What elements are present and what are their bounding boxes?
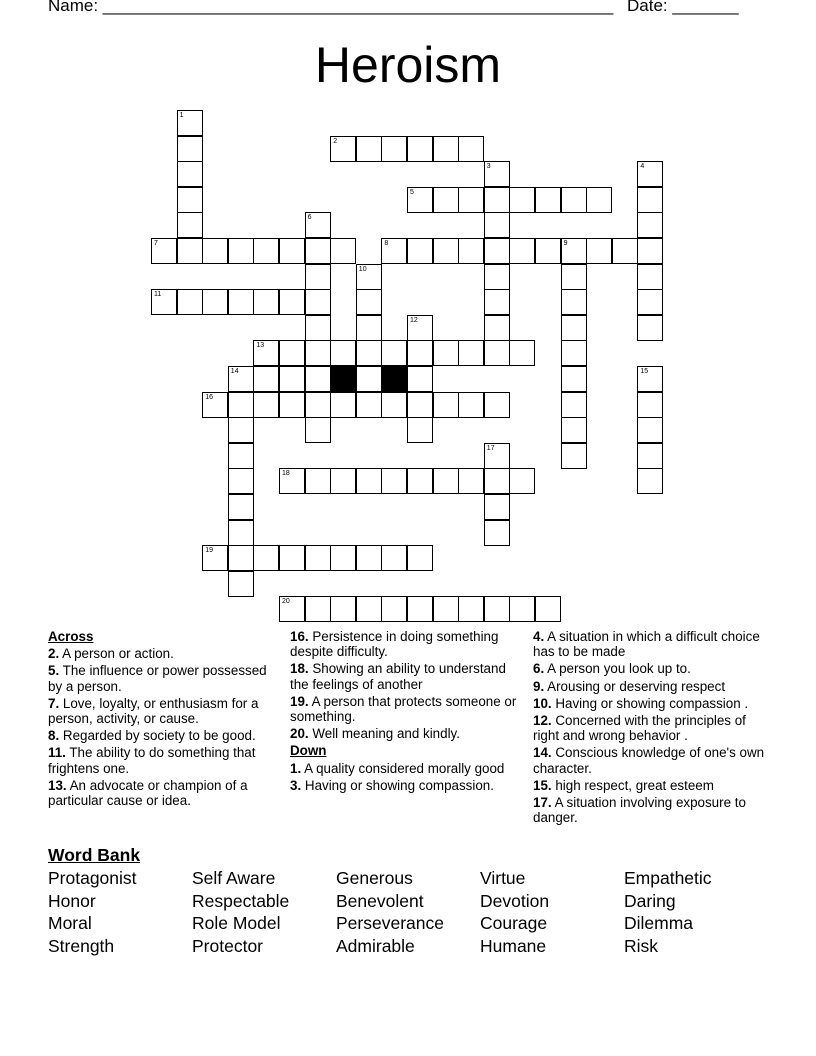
grid-cell[interactable] <box>381 596 407 622</box>
clue-column-1 <box>48 629 278 810</box>
name-field-line: Name: ______________________________________________________ <box>48 0 614 15</box>
grid-cell[interactable] <box>586 187 612 213</box>
grid-cell[interactable] <box>305 264 331 290</box>
grid-cell[interactable] <box>612 238 638 264</box>
grid-cell[interactable] <box>561 443 587 469</box>
grid-cell[interactable] <box>407 596 433 622</box>
clue-number: 6 <box>307 214 312 222</box>
clue-number: 10 <box>358 265 367 273</box>
clue-item <box>533 745 773 775</box>
word-bank-word: Respectable <box>192 890 290 911</box>
grid-cell[interactable] <box>509 238 535 264</box>
grid-cell[interactable] <box>458 596 484 622</box>
word-bank-word: Courage <box>480 913 548 934</box>
clue-item-number: 2. <box>48 646 60 662</box>
grid-cell[interactable] <box>381 340 407 366</box>
word-bank-word: Generous <box>336 868 413 888</box>
grid-cell[interactable] <box>484 161 510 187</box>
word-bank-word: Dilemma <box>624 913 694 934</box>
clue-item-text: A situation involving exposure to danger. <box>533 795 746 826</box>
clue-item <box>290 629 525 659</box>
word-bank-word: Self Aware <box>192 868 276 888</box>
grid-cell[interactable] <box>279 468 305 494</box>
grid-cell[interactable] <box>407 340 433 366</box>
grid-cell[interactable] <box>561 264 587 290</box>
clue-item-number: 3. <box>290 777 302 793</box>
grid-cell[interactable] <box>433 392 459 418</box>
clue-item-text: The ability to do something that frightens one. <box>48 745 256 776</box>
clue-item <box>533 696 773 711</box>
grid-cell[interactable] <box>484 264 510 290</box>
grid-cell[interactable] <box>279 289 305 315</box>
clue-number: 16 <box>205 393 213 401</box>
clue-item-number: 9. <box>533 678 545 694</box>
grid-cell[interactable] <box>637 443 663 469</box>
clue-item <box>48 778 278 808</box>
word-bank-word: Role Model <box>192 913 281 934</box>
clue-number: 11 <box>154 291 162 299</box>
grid-cell[interactable] <box>484 520 510 546</box>
grid-cell[interactable] <box>561 289 587 315</box>
grid-cell[interactable] <box>484 289 510 315</box>
clue-item-text: Concerned with the principles of right and wrong behavior . <box>533 713 746 744</box>
grid-cell[interactable] <box>356 545 382 571</box>
grid-cell[interactable] <box>228 468 254 494</box>
clue-item-number: 14. <box>533 745 552 761</box>
grid-cell[interactable] <box>177 187 203 213</box>
clue-item-text: Love, loyalty, or enthusiasm for a person, activity, or cause. <box>48 695 259 727</box>
grid-cell[interactable] <box>202 238 228 264</box>
grid-cell[interactable] <box>228 392 254 418</box>
grid-cell[interactable] <box>305 340 331 366</box>
grid-cell[interactable] <box>484 392 510 418</box>
clue-section-heading: Down <box>290 743 327 759</box>
grid-cell[interactable] <box>330 596 356 622</box>
grid-cell[interactable] <box>637 289 663 315</box>
clue-item <box>290 778 525 793</box>
grid-cell[interactable] <box>177 289 203 315</box>
grid-cell[interactable] <box>433 596 459 622</box>
clue-item-number: 17. <box>533 795 552 811</box>
clue-item-number: 15. <box>533 777 552 793</box>
clue-column-2 <box>290 629 525 795</box>
clue-item-number: 13. <box>48 777 67 793</box>
grid-cell[interactable] <box>407 187 433 213</box>
clue-number: 9 <box>563 240 568 247</box>
grid-cell[interactable] <box>561 366 587 392</box>
grid-cell[interactable] <box>381 238 407 264</box>
grid-cell[interactable] <box>637 366 663 392</box>
grid-cell[interactable] <box>202 289 228 315</box>
page-title: Heroism <box>314 37 502 93</box>
grid-cell[interactable] <box>535 596 561 622</box>
grid-cell[interactable] <box>305 417 331 443</box>
grid-cell[interactable] <box>177 110 203 136</box>
word-bank-word: Virtue <box>480 868 526 888</box>
grid-cell[interactable] <box>433 340 459 366</box>
grid-cell[interactable] <box>637 238 663 264</box>
grid-cell[interactable] <box>561 315 587 341</box>
grid-cell[interactable] <box>458 136 484 162</box>
word-bank-word: Protector <box>192 935 263 956</box>
word-bank-word: Devotion <box>480 890 550 911</box>
grid-cell[interactable] <box>279 596 305 622</box>
word-bank-word: Benevolent <box>336 890 424 911</box>
clue-item-number: 19. <box>290 693 309 709</box>
grid-cell[interactable] <box>356 136 382 162</box>
clue-item-number: 20. <box>290 726 309 742</box>
grid-cell[interactable] <box>458 392 484 418</box>
grid-cell[interactable] <box>637 315 663 341</box>
grid-cell[interactable] <box>407 366 433 392</box>
grid-cell[interactable] <box>458 468 484 494</box>
grid-cell[interactable] <box>305 212 331 238</box>
grid-cell[interactable] <box>484 315 510 341</box>
clue-item <box>48 696 278 726</box>
grid-cell[interactable] <box>509 340 535 366</box>
grid-cell[interactable] <box>305 596 331 622</box>
clue-item-number: 7. <box>48 695 60 711</box>
clue-item <box>290 661 525 691</box>
clue-item-number: 11. <box>48 745 66 761</box>
grid-cell[interactable] <box>151 238 177 264</box>
clue-item <box>533 679 773 694</box>
grid-cell[interactable] <box>151 289 177 315</box>
clue-number: 2 <box>333 137 338 145</box>
clue-number: 1 <box>179 112 184 119</box>
clue-item-text: high respect, great esteem <box>551 777 714 793</box>
clue-item-number: 5. <box>48 663 60 679</box>
grid-cell[interactable] <box>535 238 561 264</box>
grid-cell[interactable] <box>561 340 587 366</box>
grid-cell[interactable] <box>407 136 433 162</box>
clue-item-text: A person you look up to. <box>544 661 691 677</box>
grid-cell[interactable] <box>330 545 356 571</box>
word-bank-word: Honor <box>48 890 96 911</box>
clue-item-text: Regarded by society to be good. <box>59 728 256 744</box>
clue-number: 3 <box>486 163 491 171</box>
clue-column-3 <box>533 629 773 827</box>
grid-cell[interactable] <box>330 468 356 494</box>
clue-item <box>48 745 278 775</box>
grid-cell[interactable] <box>561 417 587 443</box>
grid-cell[interactable] <box>177 238 203 264</box>
grid-cell[interactable] <box>253 289 279 315</box>
clue-number: 12 <box>410 316 418 324</box>
clue-number: 7 <box>154 240 158 247</box>
clue-item-text: Conscious knowledge of one's own character. <box>533 745 765 776</box>
grid-cell[interactable] <box>433 238 459 264</box>
grid-cell[interactable] <box>484 238 510 264</box>
clue-number: 14 <box>230 368 239 375</box>
clue-item-text: A person or action. <box>59 646 174 662</box>
grid-cell[interactable] <box>202 545 228 571</box>
clue-item <box>48 728 278 743</box>
grid-cell[interactable] <box>484 340 510 366</box>
word-bank-word: Empathetic <box>624 868 712 888</box>
grid-cell[interactable] <box>381 392 407 418</box>
clue-item-text: Arousing or deserving respect <box>544 678 726 694</box>
grid-cell[interactable] <box>484 443 510 469</box>
grid-cell[interactable] <box>279 392 305 418</box>
clue-number: 13 <box>256 342 265 350</box>
clue-number: 5 <box>410 188 414 196</box>
grid-cell[interactable] <box>279 545 305 571</box>
grid-cell[interactable] <box>228 545 254 571</box>
clue-item-text: The influence or power possessed by a person. <box>48 663 267 694</box>
grid-cell[interactable] <box>381 468 407 494</box>
grid-cell[interactable] <box>484 596 510 622</box>
clue-item-number: 16. <box>290 629 309 644</box>
grid-cell[interactable] <box>407 315 433 341</box>
word-bank-word: Admirable <box>336 935 415 956</box>
clue-item-number: 1. <box>290 760 302 776</box>
clue-item-text: Persistence in doing something despite difficulty. <box>290 629 499 660</box>
grid-cell[interactable] <box>535 187 561 213</box>
clue-item-text: Well meaning and kindly. <box>308 726 460 742</box>
grid-cell[interactable] <box>356 468 382 494</box>
grid-cell[interactable] <box>561 392 587 418</box>
clue-item-text: Having or showing compassion. <box>301 777 494 793</box>
grid-cell[interactable] <box>356 340 382 366</box>
clue-item <box>533 713 773 743</box>
grid-cell[interactable] <box>356 392 382 418</box>
clue-item-number: 6. <box>533 661 545 677</box>
grid-cell[interactable] <box>228 417 254 443</box>
clue-item-text: A situation in which a difficult choice has to be made <box>533 629 760 660</box>
grid-cell[interactable] <box>228 571 254 597</box>
grid-cell[interactable] <box>305 289 331 315</box>
grid-cell[interactable] <box>202 392 228 418</box>
grid-cell[interactable] <box>407 392 433 418</box>
grid-cell[interactable] <box>484 494 510 520</box>
grid-cell[interactable] <box>458 340 484 366</box>
grid-block-cell <box>381 366 407 392</box>
grid-cell[interactable] <box>356 289 382 315</box>
grid-cell[interactable] <box>586 238 612 264</box>
grid-cell[interactable] <box>407 238 433 264</box>
clue-item-text: A person that protects someone or something. <box>290 693 517 725</box>
grid-cell[interactable] <box>253 366 279 392</box>
clue-number: 15 <box>640 368 649 375</box>
grid-cell[interactable] <box>253 545 279 571</box>
grid-cell[interactable] <box>177 136 203 162</box>
grid-cell[interactable] <box>177 161 203 187</box>
grid-cell[interactable] <box>279 366 305 392</box>
grid-cell[interactable] <box>253 392 279 418</box>
grid-cell[interactable] <box>509 187 535 213</box>
clue-item <box>290 761 525 776</box>
grid-cell[interactable] <box>330 238 356 264</box>
grid-cell[interactable] <box>637 161 663 187</box>
clue-item-text: A quality considered morally good <box>301 760 505 776</box>
word-bank-word: Humane <box>480 935 547 956</box>
grid-cell[interactable] <box>484 187 510 213</box>
grid-cell[interactable] <box>509 468 535 494</box>
grid-cell[interactable] <box>228 520 254 546</box>
grid-block-cell <box>330 366 356 392</box>
grid-cell[interactable] <box>305 545 331 571</box>
clue-item-number: 18. <box>290 661 309 677</box>
date-field-line: Date: _______ <box>627 0 739 15</box>
grid-cell[interactable] <box>407 468 433 494</box>
grid-cell[interactable] <box>637 187 663 213</box>
clue-number: 20 <box>282 598 290 606</box>
word-bank-word: Risk <box>624 935 659 956</box>
word-bank-word: Strength <box>48 935 115 956</box>
grid-cell[interactable] <box>305 468 331 494</box>
word-bank-title: Word Bank <box>48 845 141 865</box>
clue-number: 19 <box>205 547 213 555</box>
clue-section-heading: Across <box>48 629 94 644</box>
word-bank-word: Protagonist <box>48 868 137 888</box>
grid-cell[interactable] <box>253 340 279 366</box>
grid-cell[interactable] <box>637 212 663 238</box>
grid-cell[interactable] <box>279 340 305 366</box>
clue-item-number: 12. <box>533 713 552 729</box>
grid-cell[interactable] <box>407 417 433 443</box>
grid-cell[interactable] <box>637 392 663 418</box>
clue-item <box>533 629 773 659</box>
grid-cell[interactable] <box>433 468 459 494</box>
grid-cell[interactable] <box>330 136 356 162</box>
grid-cell[interactable] <box>305 392 331 418</box>
word-bank-word: Moral <box>48 913 92 934</box>
clue-item <box>533 661 773 676</box>
clue-item-number: 10. <box>533 695 552 711</box>
grid-cell[interactable] <box>637 264 663 290</box>
clue-item-number: 8. <box>48 728 60 744</box>
grid-cell[interactable] <box>458 238 484 264</box>
grid-cell[interactable] <box>228 238 254 264</box>
grid-cell[interactable] <box>228 494 254 520</box>
grid-cell[interactable] <box>484 468 510 494</box>
grid-cell[interactable] <box>637 468 663 494</box>
grid-cell[interactable] <box>458 187 484 213</box>
clue-number: 17 <box>486 444 495 452</box>
grid-cell[interactable] <box>279 238 305 264</box>
grid-cell[interactable] <box>228 366 254 392</box>
clue-item <box>290 694 525 724</box>
grid-cell[interactable] <box>177 212 203 238</box>
clue-item-number: 4. <box>533 629 545 644</box>
grid-cell[interactable] <box>381 545 407 571</box>
grid-cell[interactable] <box>356 264 382 290</box>
grid-cell[interactable] <box>637 417 663 443</box>
word-bank-word: Daring <box>624 890 676 911</box>
grid-cell[interactable] <box>407 545 433 571</box>
clue-item-text: Showing an ability to understand the feelings of another <box>290 661 506 692</box>
grid-cell[interactable] <box>356 596 382 622</box>
clue-item <box>48 646 278 661</box>
grid-cell[interactable] <box>509 596 535 622</box>
grid-cell[interactable] <box>253 238 279 264</box>
grid-cell[interactable] <box>561 238 587 264</box>
clue-number: 8 <box>384 240 389 247</box>
clue-item <box>290 726 525 741</box>
clue-item <box>533 778 773 793</box>
grid-cell[interactable] <box>330 340 356 366</box>
clue-item-text: Having or showing compassion . <box>551 695 749 711</box>
grid-cell[interactable] <box>484 212 510 238</box>
grid-cell[interactable] <box>330 392 356 418</box>
clue-item <box>533 795 773 825</box>
grid-cell[interactable] <box>305 366 331 392</box>
clue-item <box>48 663 278 693</box>
word-bank-word: Perseverance <box>336 913 444 934</box>
clue-number: 4 <box>640 163 645 171</box>
grid-cell[interactable] <box>433 187 459 213</box>
grid-cell[interactable] <box>433 136 459 162</box>
grid-cell[interactable] <box>561 187 587 213</box>
grid-cell[interactable] <box>305 238 331 264</box>
grid-cell[interactable] <box>356 315 382 341</box>
grid-cell[interactable] <box>381 136 407 162</box>
grid-cell[interactable] <box>356 366 382 392</box>
grid-cell[interactable] <box>228 289 254 315</box>
clue-item-text: An advocate or champion of a particular cause or idea. <box>48 777 248 809</box>
grid-cell[interactable] <box>305 315 331 341</box>
clue-number: 18 <box>282 470 290 478</box>
grid-cell[interactable] <box>228 443 254 469</box>
